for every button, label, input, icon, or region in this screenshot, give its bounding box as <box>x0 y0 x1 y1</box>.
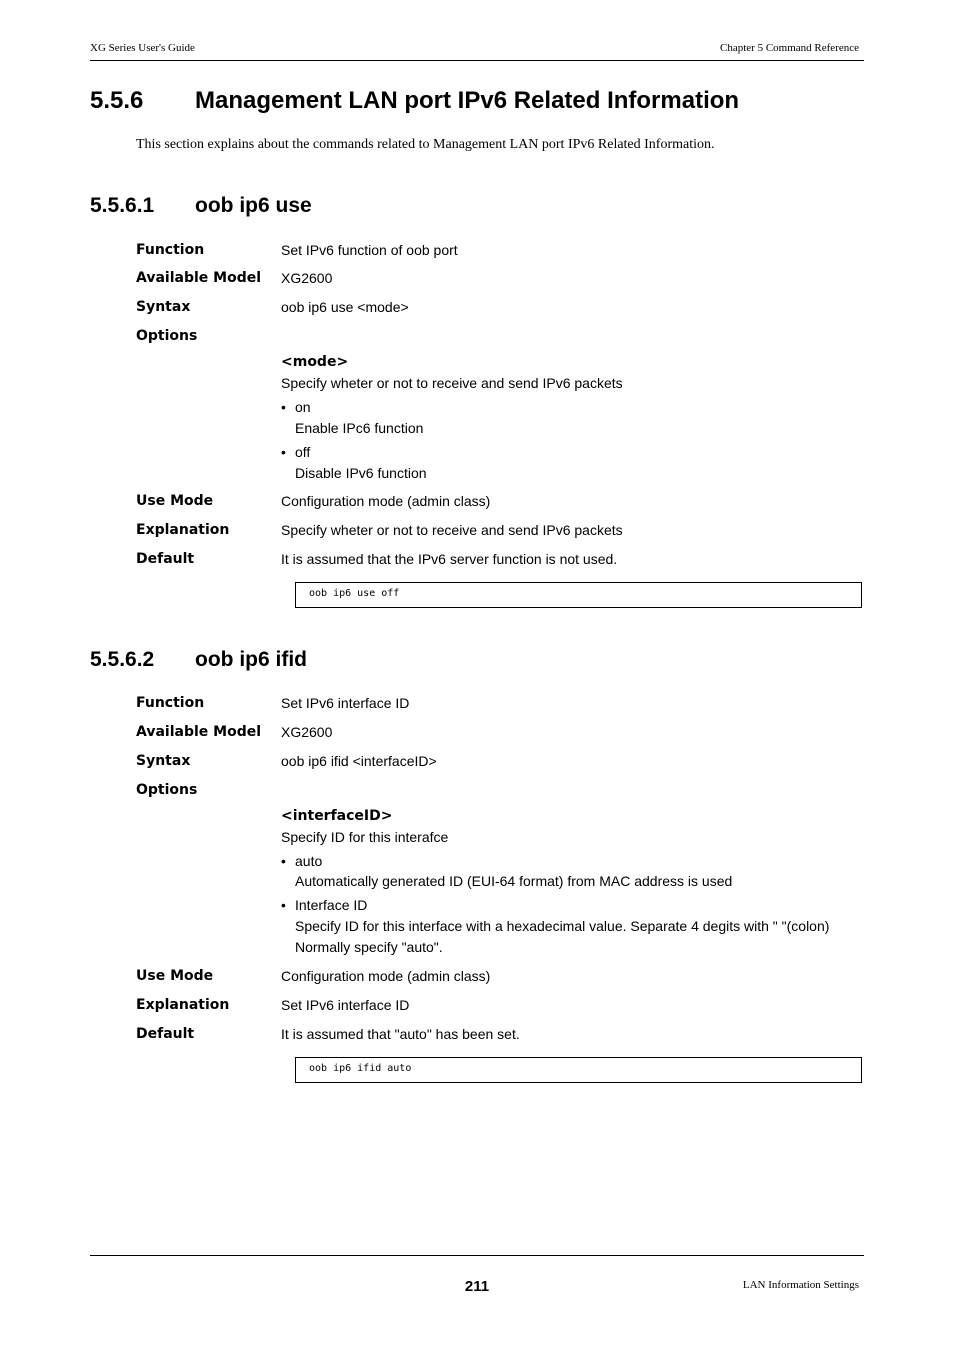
label-available-model: Available Model <box>136 270 262 286</box>
label-options: Options <box>136 328 198 344</box>
bullet-icon: • <box>281 853 286 869</box>
choice-description: Specify ID for this interface with a hexadecimal value. Separate 4 degits with " "(colon) <box>295 918 830 934</box>
choice-name: Interface ID <box>295 897 368 913</box>
option-name: <interfaceID> <box>281 808 393 824</box>
value-syntax: oob ip6 ifid <interfaceID> <box>281 753 437 769</box>
label-use-mode: Use Mode <box>136 493 214 509</box>
section-intro: This section explains about the commands related to Management LAN port IPv6 Related Information. <box>136 137 715 152</box>
running-header-left: XG Series User's Guide <box>90 42 195 54</box>
footer-rule <box>90 1255 864 1256</box>
command-number-2: 5.5.6.2 <box>90 648 155 671</box>
choice-name: off <box>295 444 311 460</box>
label-use-mode: Use Mode <box>136 968 214 984</box>
value-default: It is assumed that the IPv6 server function is not used. <box>281 551 618 567</box>
bullet-icon: • <box>281 399 286 415</box>
bullet-icon: • <box>281 444 286 460</box>
command-title-1: oob ip6 use <box>195 194 312 217</box>
value-available-model: XG2600 <box>281 270 333 286</box>
label-function: Function <box>136 242 205 258</box>
choice-description: Disable IPv6 function <box>295 465 427 481</box>
value-explanation: Specify wheter or not to receive and send IPv6 packets <box>281 522 623 538</box>
label-syntax: Syntax <box>136 753 191 769</box>
section-number: 5.5.6 <box>90 87 144 114</box>
choice-name: on <box>295 399 311 415</box>
section-title: Management LAN port IPv6 Related Information <box>195 87 740 114</box>
label-explanation: Explanation <box>136 997 230 1013</box>
bullet-icon: • <box>281 897 286 913</box>
value-function: Set IPv6 interface ID <box>281 695 410 711</box>
option-description: Specify wheter or not to receive and send IPv6 packets <box>281 375 623 391</box>
option-choice <box>281 897 367 913</box>
label-syntax: Syntax <box>136 299 191 315</box>
label-function: Function <box>136 695 205 711</box>
command-heading-2 <box>90 648 307 672</box>
label-options: Options <box>136 782 198 798</box>
page-number: 211 <box>464 1278 490 1295</box>
choice-description: Enable IPc6 function <box>295 420 424 436</box>
value-explanation: Set IPv6 interface ID <box>281 997 410 1013</box>
command-title-2: oob ip6 ifid <box>195 648 307 671</box>
option-choice <box>281 399 311 415</box>
label-available-model: Available Model <box>136 724 262 740</box>
choice-note: Normally specify "auto". <box>295 939 443 955</box>
label-default: Default <box>136 551 195 567</box>
command-heading-1 <box>90 194 312 218</box>
header-rule <box>90 60 864 61</box>
value-default: It is assumed that "auto" has been set. <box>281 1026 520 1042</box>
value-use-mode: Configuration mode (admin class) <box>281 968 491 984</box>
option-choice <box>281 444 310 460</box>
choice-name: auto <box>295 853 323 869</box>
running-header-right: Chapter 5 Command Reference <box>720 42 859 54</box>
value-syntax: oob ip6 use <mode> <box>281 299 409 315</box>
label-explanation: Explanation <box>136 522 230 538</box>
choice-description: Automatically generated ID (EUI-64 format) from MAC address is used <box>295 873 733 889</box>
value-available-model: XG2600 <box>281 724 333 740</box>
code-example: oob ip6 use off <box>295 582 862 608</box>
value-use-mode: Configuration mode (admin class) <box>281 493 491 509</box>
code-example: oob ip6 ifid auto <box>295 1057 862 1083</box>
section-heading <box>90 87 739 115</box>
label-default: Default <box>136 1026 195 1042</box>
value-function: Set IPv6 function of oob port <box>281 242 458 258</box>
option-name: <mode> <box>281 354 349 370</box>
option-choice <box>281 853 322 869</box>
command-number-1: 5.5.6.1 <box>90 194 155 217</box>
running-footer-right: LAN Information Settings <box>742 1279 859 1291</box>
option-description: Specify ID for this interafce <box>281 829 449 845</box>
